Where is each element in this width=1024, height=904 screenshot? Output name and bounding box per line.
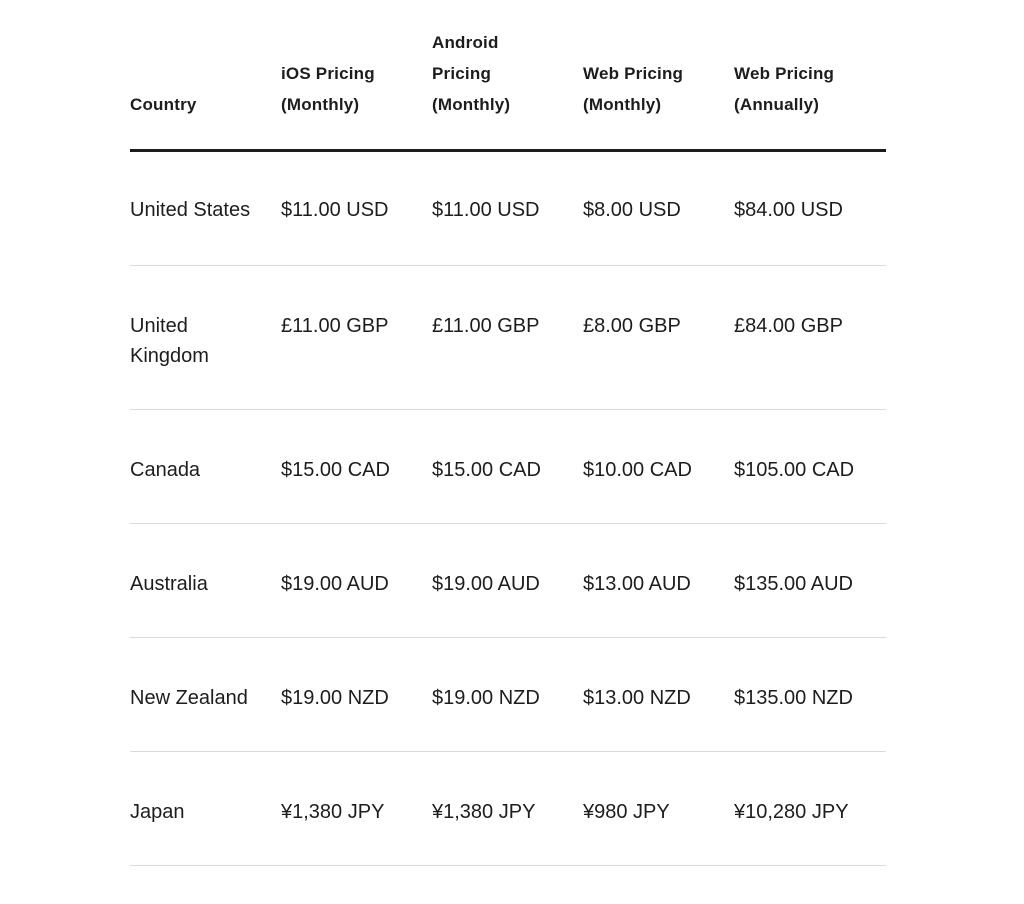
android-monthly-price-cell: $19.00 AUD bbox=[432, 573, 540, 595]
country-cell: Canada bbox=[130, 459, 201, 481]
country-cell: United States bbox=[130, 199, 251, 221]
header-web-pricing-monthly bbox=[583, 0, 734, 149]
header-web-pricing-annually-label: Web Pricing (Annually) bbox=[734, 64, 835, 114]
table-row bbox=[130, 524, 886, 638]
country-cell: United Kingdom bbox=[130, 315, 209, 367]
web-annual-price-cell: £84.00 GBP bbox=[734, 315, 843, 337]
android-monthly-price-cell: £11.00 GBP bbox=[432, 315, 540, 337]
header-ios-pricing-monthly-label: iOS Pricing (Monthly) bbox=[281, 64, 375, 114]
web-annual-price-cell: $135.00 AUD bbox=[734, 573, 853, 595]
ios-monthly-price-cell: $11.00 USD bbox=[281, 199, 389, 221]
web-annual-price-cell: $84.00 USD bbox=[734, 199, 843, 221]
table-row bbox=[130, 638, 886, 752]
web-annual-price-cell: $105.00 CAD bbox=[734, 459, 855, 481]
android-monthly-price-cell: $19.00 NZD bbox=[432, 687, 540, 709]
header-android-pricing-monthly bbox=[432, 0, 583, 149]
header-ios-pricing-monthly bbox=[281, 0, 432, 149]
pricing-table bbox=[130, 0, 886, 866]
header-web-pricing-monthly-label: Web Pricing (Monthly) bbox=[583, 64, 684, 114]
country-cell: Japan bbox=[130, 801, 185, 823]
ios-monthly-price-cell: $15.00 CAD bbox=[281, 459, 390, 481]
web-annual-price-cell: ¥10,280 JPY bbox=[734, 801, 849, 823]
ios-monthly-price-cell: £11.00 GBP bbox=[281, 315, 389, 337]
header-web-pricing-annually bbox=[734, 0, 886, 149]
web-monthly-price-cell: $8.00 USD bbox=[583, 199, 681, 221]
table-header-row bbox=[130, 0, 886, 152]
web-monthly-price-cell: $13.00 AUD bbox=[583, 573, 691, 595]
android-monthly-price-cell: ¥1,380 JPY bbox=[432, 801, 536, 823]
table-row bbox=[130, 266, 886, 410]
header-country bbox=[130, 0, 281, 149]
ios-monthly-price-cell: $19.00 NZD bbox=[281, 687, 389, 709]
header-country-label: Country bbox=[130, 95, 197, 114]
web-monthly-price-cell: $13.00 NZD bbox=[583, 687, 691, 709]
android-monthly-price-cell: $11.00 USD bbox=[432, 199, 540, 221]
android-monthly-price-cell: $15.00 CAD bbox=[432, 459, 541, 481]
web-monthly-price-cell: ¥980 JPY bbox=[583, 801, 670, 823]
table-row bbox=[130, 752, 886, 866]
web-monthly-price-cell: £8.00 GBP bbox=[583, 315, 681, 337]
ios-monthly-price-cell: ¥1,380 JPY bbox=[281, 801, 385, 823]
country-cell: Australia bbox=[130, 573, 208, 595]
header-android-pricing-monthly-label: Android Pricing (Monthly) bbox=[432, 33, 511, 114]
ios-monthly-price-cell: $19.00 AUD bbox=[281, 573, 389, 595]
web-annual-price-cell: $135.00 NZD bbox=[734, 687, 853, 709]
table-row bbox=[130, 152, 886, 266]
table-row bbox=[130, 410, 886, 524]
country-cell: New Zealand bbox=[130, 687, 248, 709]
web-monthly-price-cell: $10.00 CAD bbox=[583, 459, 692, 481]
